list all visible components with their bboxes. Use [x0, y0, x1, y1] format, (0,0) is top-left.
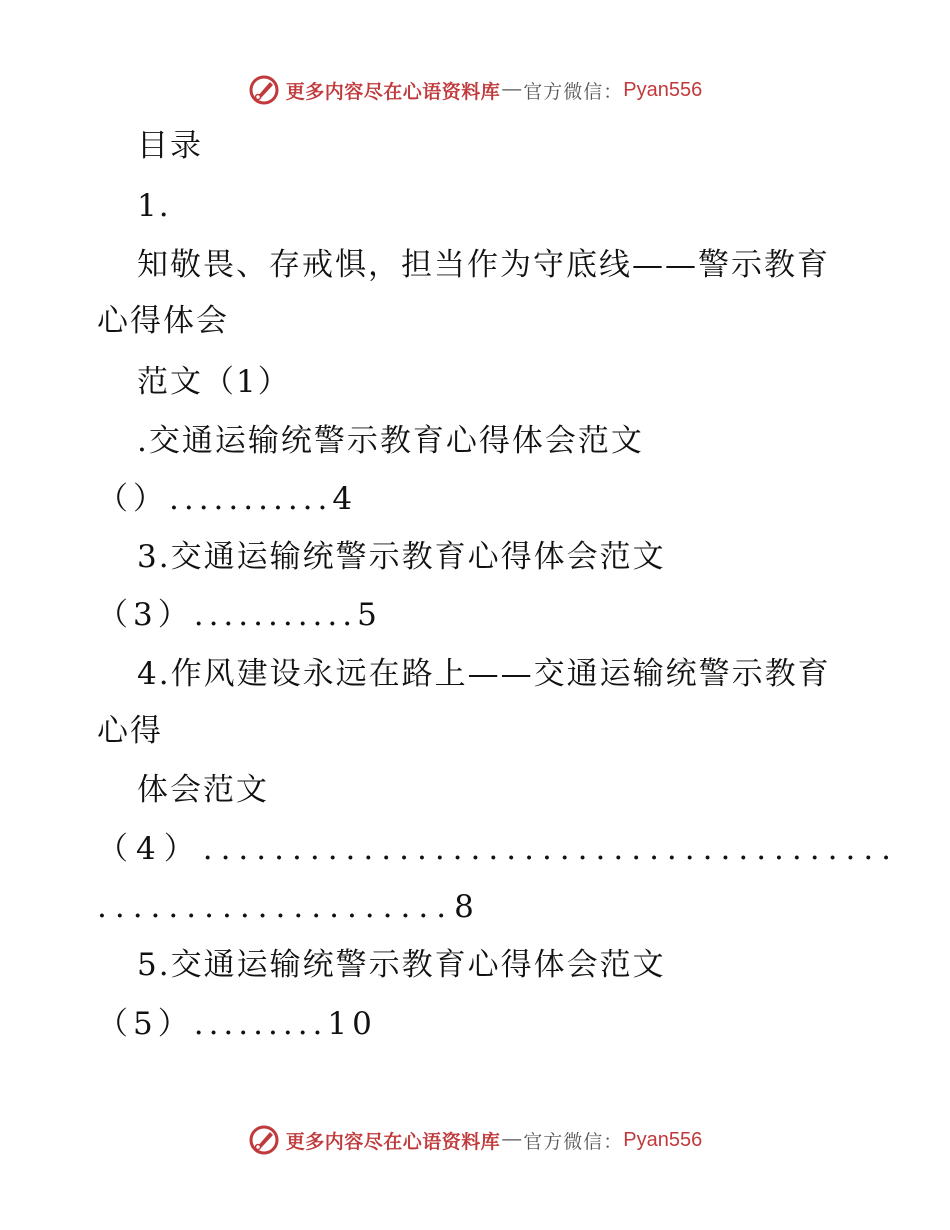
toc-line: （3）...........5: [97, 597, 382, 633]
toc-line: 知敬畏、存戒惧，担当作为守底线——警示教育: [137, 247, 830, 283]
toc-line: 心得体会: [97, 303, 229, 339]
toc-line: 1.: [137, 188, 171, 224]
watermark-footer: [0, 1120, 950, 1160]
watermark-text: 更多内容尽在心语资料库: [285, 80, 501, 103]
toc-line: 3.交通运输统警示教育心得体会范文: [137, 539, 666, 575]
watermark-header: [0, 70, 950, 110]
toc-line: 心得: [97, 713, 163, 749]
watermark-wechat-label: 官方微信：: [523, 80, 624, 103]
toc-line: （5）.........10: [97, 1006, 377, 1042]
watermark-wechat-label: 官方微信：: [523, 1130, 624, 1153]
watermark-text: 更多内容尽在心语资料库: [285, 1130, 501, 1153]
toc-line: ....................8: [97, 889, 482, 925]
toc-line: （4）.......................................: [97, 831, 900, 867]
toc-title: 目录: [137, 128, 203, 164]
toc-line: 4.作风建设永远在路上——交通运输统警示教育: [137, 656, 831, 692]
ink-pen-logo-icon: [248, 1124, 280, 1156]
toc-line: 体会范文: [137, 772, 269, 808]
ink-pen-logo-icon: [248, 74, 280, 106]
toc-line: .交通运输统警示教育心得体会范文: [137, 423, 644, 459]
watermark-wechat-id: Pyan556: [623, 1128, 703, 1151]
toc-line: （）...........4: [97, 481, 358, 517]
watermark-dash: —: [502, 79, 522, 100]
toc-line: 范文（1）: [137, 364, 291, 400]
watermark-wechat-id: Pyan556: [623, 78, 703, 101]
watermark-dash: —: [502, 1129, 522, 1150]
toc-line: 5.交通运输统警示教育心得体会范文: [137, 947, 666, 983]
